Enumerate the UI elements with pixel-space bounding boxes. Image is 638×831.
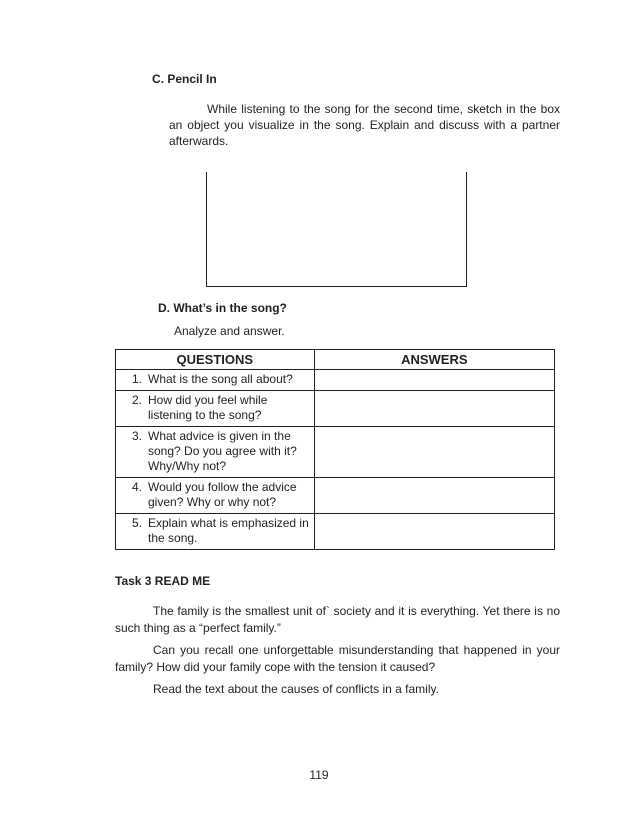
question-cell bbox=[116, 427, 315, 478]
answer-cell[interactable] bbox=[314, 514, 554, 550]
question-cell bbox=[116, 370, 315, 391]
sketch-box[interactable] bbox=[206, 172, 467, 287]
table-row bbox=[116, 427, 555, 478]
table-header-row bbox=[116, 350, 555, 370]
answer-cell[interactable] bbox=[314, 478, 554, 514]
question-text: Explain what is emphasized in the song. bbox=[148, 516, 309, 545]
question-text: What is the song all about? bbox=[148, 372, 293, 386]
question-cell bbox=[116, 478, 315, 514]
question-number: 1. bbox=[131, 372, 142, 386]
page-number: 119 bbox=[309, 768, 329, 782]
question-number: 5. bbox=[131, 516, 142, 530]
answers-header: ANSWERS bbox=[314, 350, 554, 370]
task3-paragraph: Can you recall one unforgettable misunderstanding that happened in your family? How did your family cope with the tension it caused? bbox=[115, 643, 560, 674]
question-text: What advice is given in the song? Do you agree with it? Why/Why not? bbox=[148, 429, 297, 473]
section-d-heading: D. What’s in the song? bbox=[158, 301, 287, 315]
questions-answers-table bbox=[115, 349, 555, 550]
question-cell bbox=[116, 514, 315, 550]
section-c-heading: C. Pencil In bbox=[152, 72, 217, 86]
answer-cell[interactable] bbox=[314, 370, 554, 391]
task3-heading: Task 3 READ ME bbox=[115, 574, 211, 588]
task3-paragraph: Read the text about the causes of conflicts in a family. bbox=[153, 682, 439, 696]
table-row bbox=[116, 514, 555, 550]
question-text: Would you follow the advice given? Why or why not? bbox=[148, 480, 297, 509]
table-row bbox=[116, 391, 555, 427]
table-row bbox=[116, 478, 555, 514]
answer-cell[interactable] bbox=[314, 391, 554, 427]
questions-header: QUESTIONS bbox=[116, 350, 315, 370]
answer-cell[interactable] bbox=[314, 427, 554, 478]
question-cell bbox=[116, 391, 315, 427]
question-number: 3. bbox=[131, 429, 142, 443]
question-number: 4. bbox=[131, 480, 142, 494]
section-d-instruction: Analyze and answer. bbox=[174, 324, 285, 338]
table-row bbox=[116, 370, 555, 391]
section-c-instruction: While listening to the song for the second time, sketch in the box an object you visualize in the song. Explain and discuss with a partner afterwards. bbox=[169, 102, 560, 148]
task3-paragraph: The family is the smallest unit of` society and it is everything. Yet there is no such thing as a “perfect family.” bbox=[115, 604, 560, 635]
question-text: How did you feel while listening to the song? bbox=[148, 393, 268, 422]
question-number: 2. bbox=[131, 393, 142, 407]
